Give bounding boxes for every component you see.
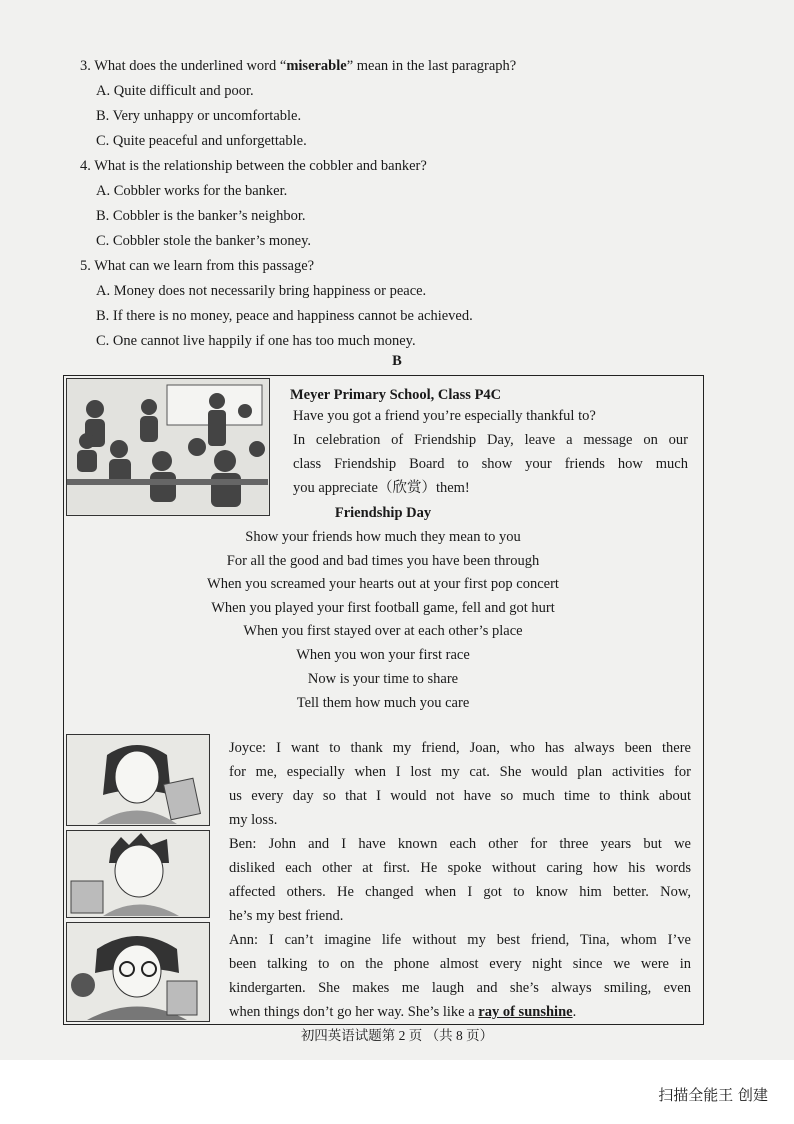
poem-line: Now is your time to share <box>307 671 459 687</box>
scanner-watermark: 扫描全能王 创建 <box>658 1086 768 1104</box>
glasses-girl-portrait-icon <box>67 923 208 1020</box>
question-3: 3. What does the underlined word “miserable” mean in the last paragraph? <box>80 58 517 74</box>
question-5: 5. What can we learn from this passage? <box>80 258 315 274</box>
q5-option-c: C. One cannot live happily if one has too much money. <box>96 333 416 349</box>
q3-option-a: A. Quite difficult and poor. <box>96 83 254 99</box>
ben-message: Ben: John and I have known each other for three years but we <box>229 836 691 852</box>
ben-portrait <box>66 830 210 918</box>
q4-option-a: A. Cobbler works for the banker. <box>96 183 288 199</box>
poem-line: When you first stayed over at each other’s place <box>243 623 523 639</box>
ann-portrait <box>66 922 210 1022</box>
page-footer: 初四英语试题第 2 页 （共 8 页） <box>300 1028 494 1043</box>
ann-message: Ann: I can’t imagine life without my best friend, Tina, whom I’ve <box>229 932 691 948</box>
poem-line: Show your friends how much they mean to you <box>245 529 521 545</box>
classroom-icon <box>67 379 268 514</box>
poem-line: When you won your first race <box>296 647 470 663</box>
q3-option-b: B. Very unhappy or uncomfortable. <box>96 108 302 124</box>
poem-line: When you played your first football game, fell and got hurt <box>211 600 555 616</box>
classroom-illustration <box>66 378 270 516</box>
poem-line: Tell them how much you care <box>296 695 470 711</box>
notice-title: Meyer Primary School, Class P4C <box>290 387 502 403</box>
q4-option-b: B. Cobbler is the banker’s neighbor. <box>96 208 306 224</box>
joyce-message: Joyce: I want to thank my friend, Joan, who has always been there for me, especially when I lost my cat. She would plan activities for us every day so that I would not have so much time to think about my loss. Ben: John and I have known each other for three years but we disliked each other at first. He spoke without caring how his words affected others. He changed when I got to know him better. Now, he’s my best friend. Ann: I can’t imagine life without my best friend, Tina, whom I’ve been talking to on the phone almost every night since we were in kindergarten. She makes me laugh and she’s always smiling, even when things don’t go her way. She’s like a ray of sunshine. <box>229 740 691 1020</box>
underlined-phrase: ray of sunshine <box>478 1004 573 1020</box>
poem-line: For all the good and bad times you have been through <box>226 553 540 569</box>
q3-option-c: C. Quite peaceful and unforgettable. <box>96 133 307 149</box>
q5-option-a: A. Money does not necessarily bring happiness or peace. <box>96 283 427 299</box>
girl-portrait-icon <box>67 735 208 824</box>
boy-portrait-icon <box>67 831 208 916</box>
question-4: 4. What is the relationship between the cobbler and banker? <box>80 158 427 174</box>
q4-option-c: C. Cobbler stole the banker’s money. <box>96 233 312 249</box>
poem-line: When you screamed your hearts out at your first pop concert <box>207 576 559 592</box>
bold-word: miserable <box>286 58 347 74</box>
section-label: B <box>392 353 402 369</box>
q5-option-b: B. If there is no money, peace and happiness cannot be achieved. <box>96 308 473 324</box>
notice-text: Have you got a friend you’re especially thankful to? In celebration of Friendship Day, leave a message on our class Friendship Board to show your friends how much you appreciate（欣赏）them! <box>293 408 688 496</box>
poem-title: Friendship Day <box>334 505 432 521</box>
joyce-portrait <box>66 734 210 826</box>
